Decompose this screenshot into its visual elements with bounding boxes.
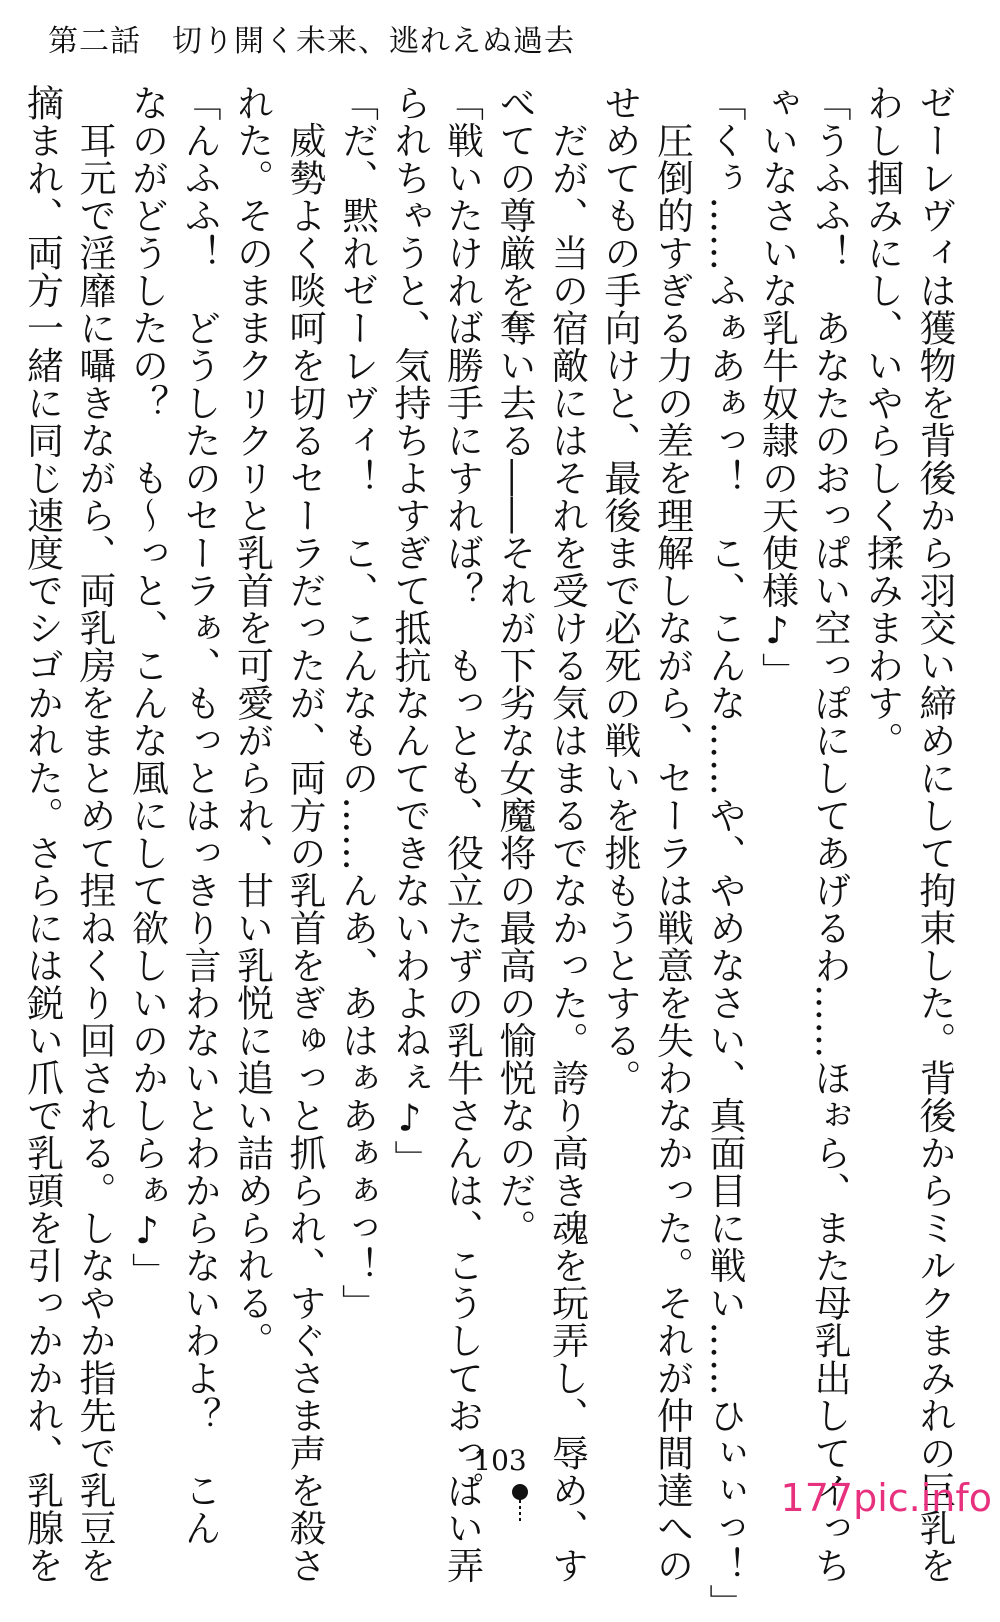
text-line: れた。そのままクリクリと乳首を可愛がられ、甘い乳悦に追い詰められる。 [230,84,274,1359]
text-line: 摘まれ、両方一緒に同じ速度でシゴかれた。さらには鋭い爪で乳頭を引っかかれ、乳腺を [20,84,64,1584]
watermark: 177pic.info [780,1476,992,1520]
text-line: 威勢よく啖呵を切るセーラだったが、両方の乳首をぎゅっと抓られ、すぐさま声を殺さ [283,84,326,1584]
text-line: べての尊厳を奪い去る――それが下劣な女魔将の最高の愉悦なのだ。 [493,84,536,1247]
text-line: 「うふふ！ あなたのおっぱい空っぽにしてあげるわ……ほぉら、また母乳出してイっち [808,84,851,1584]
text-line: わし掴みにし、いやらしく揉みまわす。 [860,84,904,759]
text-line: 「戦いたければ勝手にすれば？ もっとも、役立たずの乳牛さんは、こうしておっぱい弄 [440,84,484,1584]
text-line: 「んふふ！ どうしたのセーラぁ、もっとはっきり言わないとわからないわよ？ こん [178,84,221,1547]
text-line: なのがどうしたの？ も〜っと、こんな風にして欲しいのかしらぁ♪」 [125,84,169,1290]
chapter-title: 第二話 切り開く未来、逃れえぬ過去 [48,24,575,59]
text-line: られちゃうと、気持ちよすぎて抵抗なんてできないわよねぇ♪」 [388,84,431,1178]
page-number: 103 [473,1444,527,1477]
text-line: せめてもの手向けと、最後まで必死の戦いを挑もうとする。 [598,84,641,1097]
text-line: 「くぅ……ふぁあぁっ！ こ、こんな……や、やめなさい、真面目に戦い……ひぃぃっ！」 [703,84,746,1622]
text-line: 圧倒的すぎる力の差を理解しながら、セーラは戦意を失わなかった。それが仲間達への [650,84,694,1584]
text-line: 耳元で淫靡に囁きながら、両乳房をまとめて捏ねくり回される。しなやか指先で乳豆を [73,84,116,1584]
text-line: ゃいなさいな乳牛奴隷の天使様♪」 [755,84,799,690]
text-line: 「だ、黙れゼーレヴィ！ こ、こんなもの……んあ、あはぁあぁぁっ！」 [335,84,379,1322]
text-line: ゼーレヴィは獲物を背後から羽交い締めにして拘束した。背後からミルクまみれの巨乳を [913,84,956,1584]
page-ornament-icon [510,1482,530,1524]
text-line: だが、当の宿敵にはそれを受ける気はまるでなかった。誇り高き魂を玩弄し、辱め、す [545,84,589,1584]
